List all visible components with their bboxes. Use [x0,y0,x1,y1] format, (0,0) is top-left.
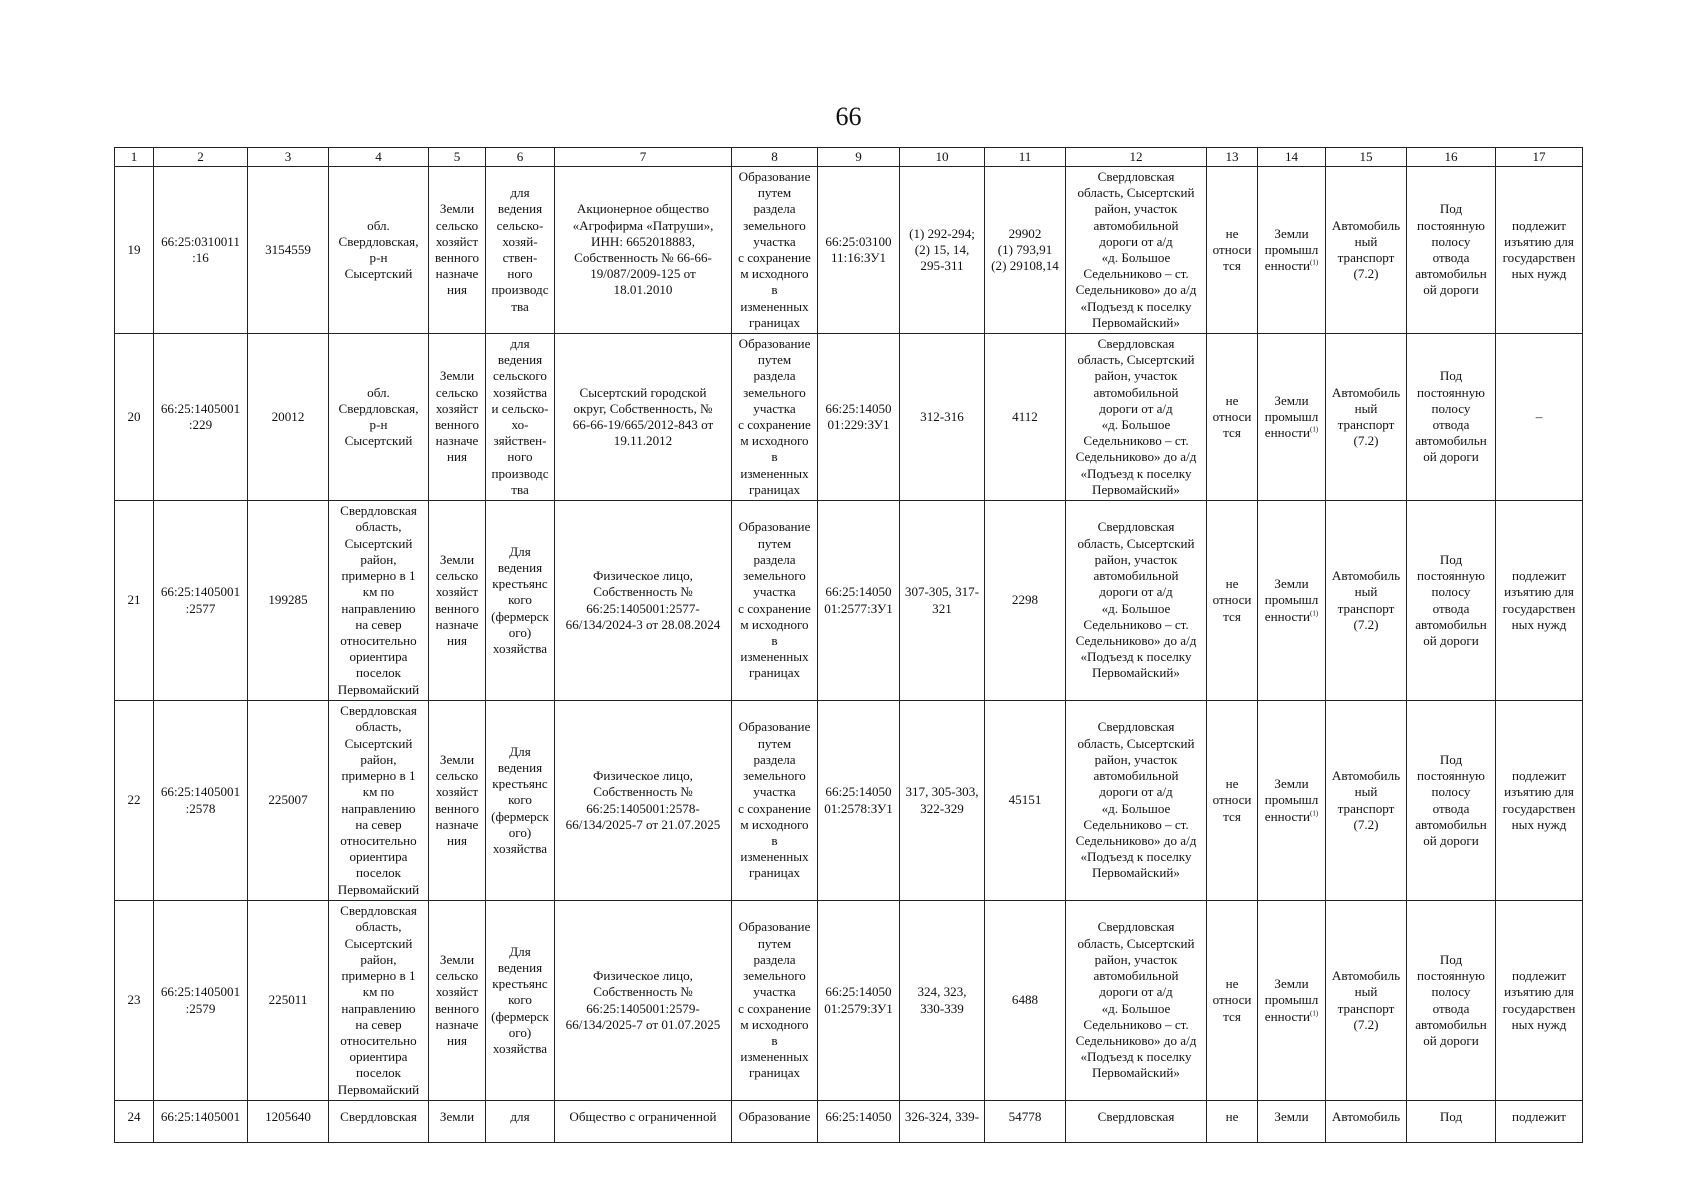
right-type-text: Под постоянную полосу отвода автомобильн ой дороги [1415,201,1487,298]
table-row [115,501,1583,701]
table-row [115,901,1583,1101]
column-number-header: 7 [555,148,732,167]
page-number: 66 [835,102,862,131]
location-cell [329,701,429,901]
new-area-text: 45151 [1008,792,1042,808]
relation-cell [1207,1101,1258,1143]
road-object-text: Свердловская область, Сысертский район, участок автомобильной дороги от а/д «д. Большое Седельниково – ст. Седельниково» до а/д «Подъезд к поселку Первомайский» [1075,919,1197,1081]
new-land-category-cell [1258,901,1326,1101]
row-number-cell [115,501,154,701]
note-text: подлежит изъятию для государствен ных нужд [1502,568,1576,632]
road-object-cell [1066,901,1207,1101]
permitted-use-text: для [510,1109,530,1124]
land-category-cell [429,1101,486,1143]
new-area-cell [985,1101,1066,1143]
boundary-points-text: 307-305, 317- 321 [904,584,980,616]
column-number-header: 13 [1207,148,1258,167]
cadastral-number-cell [154,1101,248,1143]
relation-text: не относи тся [1212,225,1252,274]
formation-method-text: Образование путем раздела земельного участка с сохранение м исходного в измененных границах [738,919,811,1081]
area-cell [248,167,329,334]
new-land-category-cell [1258,1101,1326,1143]
cadastral-number-cell [154,501,248,701]
row-number-text: 19 [127,241,141,257]
new-area-text: 2298 [1011,592,1039,608]
land-category-text: Земли [439,1109,475,1124]
cadastral-number-cell [154,901,248,1101]
new-land-category-text: Земли промышл енности [1264,392,1319,441]
road-object-text: Свердловская область, Сысертский район, участок автомобильной дороги от а/д «д. Большое Седельниково – ст. Седельниково» до а/д «Подъезд к поселку Первомайский» [1075,335,1197,497]
column-number-header: 11 [985,148,1066,167]
new-permitted-use-text: Автомобиль ный транспорт (7.2) [1331,968,1401,1032]
column-number-header: 14 [1258,148,1326,167]
road-object-text: Свердловская область, Сысертский район, участок автомобильной дороги от а/д «д. Большое Седельниково – ст. Седельниково» до а/д «Подъезд к поселку Первомайский» [1075,719,1197,881]
new-plot-id-text: 66:25:14050 01:2579:ЗУ1 [824,984,893,1016]
new-area-cell [985,901,1066,1101]
table-row [115,701,1583,901]
note-text: подлежит изъятию для государствен ных нужд [1502,217,1576,282]
right-type-text: Под постоянную полосу отвода автомобильн ой дороги [1415,551,1487,648]
location-cell [329,1101,429,1143]
permitted-use-cell [486,901,555,1101]
area-text: 1205640 [265,1109,311,1124]
new-plot-id-text: 66:25:14050 01:2577:ЗУ1 [824,584,893,616]
relation-text: не [1225,1109,1239,1124]
formation-method-cell [732,334,818,501]
boundary-points-cell [900,167,985,334]
permitted-use-text: для ведения сельско- хозяй- ствен- ного производс тва [491,185,549,314]
right-type-text: Под постоянную полосу отвода автомобильн ой дороги [1415,951,1487,1048]
row-number-text: 23 [127,992,141,1008]
note-text: подлежит изъятию для государствен ных нужд [1502,968,1576,1032]
note-cell [1496,701,1583,901]
new-land-category-cell [1258,334,1326,501]
new-land-category-text: Земли промышл енности [1264,776,1319,824]
right-type-text: Под постоянную полосу отвода автомобильн ой дороги [1415,368,1487,465]
note-cell [1496,334,1583,501]
area-text: 3154559 [265,241,311,257]
boundary-points-cell [900,901,985,1101]
boundary-points-cell [900,501,985,701]
owner-rights-text: Акционерное общество «Агрофирма «Патруши», ИНН: 6652018883, Собственность № 66-66- 19/087/2009-125 от 18.01.2010 [572,201,714,298]
new-permitted-use-text: Автомобиль ный транспорт (7.2) [1331,768,1401,832]
row-number-text: 24 [127,1109,141,1124]
note-text: подлежит изъятию для государствен ных нужд [1502,768,1576,832]
new-plot-id-cell [818,501,900,701]
land-category-text: Земли сельско хозяйст венного назначе ния [434,368,480,465]
new-plot-id-text: 66:25:14050 [825,1109,892,1124]
owner-rights-cell [555,334,732,501]
right-type-cell [1407,701,1496,901]
location-cell [329,901,429,1101]
new-permitted-use-text: Автомобиль [1331,1109,1401,1124]
note-cell [1496,167,1583,334]
table-row [115,167,1583,334]
cadastral-number-text: 66:25:1405001 :2578 [160,784,241,816]
new-land-category-cell [1258,501,1326,701]
formation-method-text: Образование путем раздела земельного участка с сохранение м исходного в измененных границах [738,519,811,681]
new-area-cell [985,501,1066,701]
boundary-points-cell [900,334,985,501]
new-plot-id-text: 66:25:14050 01:2578:ЗУ1 [824,784,893,816]
location-text: Свердловская [340,1109,417,1124]
new-plot-id-cell [818,334,900,501]
new-plot-id-cell [818,701,900,901]
new-plot-id-cell [818,167,900,334]
owner-rights-cell [555,167,732,334]
owner-rights-text: Сысертский городской округ, Собственность, № 66-66-19/665/2012-843 от 19.11.2012 [572,384,714,449]
column-number-header: 2 [154,148,248,167]
owner-rights-cell [555,701,732,901]
permitted-use-text: Для ведения крестьянс кого (фермерск ого) хозяйства [491,943,549,1056]
location-text: обл. Свердловская, р-н Сысертский [338,384,419,449]
location-text: обл. Свердловская, р-н Сысертский [338,217,419,282]
footnote-mark: (1) [1310,809,1319,818]
area-cell [248,701,329,901]
right-type-text: Под постоянную полосу отвода автомобильн ой дороги [1415,751,1487,848]
new-land-category-text: Земли промышл енности [1264,976,1319,1024]
new-plot-id-cell [818,1101,900,1143]
new-permitted-use-text: Автомобиль ный транспорт (7.2) [1331,217,1401,282]
formation-method-cell [732,501,818,701]
cadastral-number-text: 66:25:1405001 [160,1109,241,1124]
column-number-header: 9 [818,148,900,167]
new-permitted-use-cell [1326,167,1407,334]
land-category-text: Земли сельско хозяйст венного назначе ния [434,951,480,1048]
boundary-points-text: 312-316 [920,408,964,424]
new-area-cell [985,334,1066,501]
column-number-header: 5 [429,148,486,167]
relation-cell [1207,501,1258,701]
row-number-cell [115,1101,154,1143]
new-area-text: 4112 [1012,408,1038,424]
note-cell [1496,1101,1583,1143]
new-land-category-text: Земли [1274,1109,1309,1124]
right-type-cell [1407,334,1496,501]
relation-text: не относи тся [1212,392,1252,441]
right-type-cell [1407,167,1496,334]
column-number-header: 15 [1326,148,1407,167]
new-plot-id-text: 66:25:03100 11:16:ЗУ1 [825,233,892,265]
note-text: – [1535,408,1543,424]
right-type-cell [1407,901,1496,1101]
permitted-use-cell [486,501,555,701]
area-text: 225007 [268,792,308,808]
location-cell [329,167,429,334]
permitted-use-cell [486,1101,555,1143]
land-category-text: Земли сельско хозяйст венного назначе ния [434,201,480,298]
permitted-use-text: Для ведения крестьянс кого (фермерск ого) хозяйства [491,543,549,656]
row-number-cell [115,701,154,901]
owner-rights-text: Общество с ограниченной [569,1109,717,1124]
owner-rights-text: Физическое лицо, Собственность № 66:25:1405001:2577- 66/134/2024-3 от 28.08.2024 [565,568,721,632]
road-object-text: Свердловская область, Сысертский район, участок автомобильной дороги от а/д «д. Большое Седельниково – ст. Седельниково» до а/д «Подъезд к поселку Первомайский» [1075,168,1197,330]
new-permitted-use-cell [1326,901,1407,1101]
owner-rights-text: Физическое лицо, Собственность № 66:25:1405001:2578- 66/134/2025-7 от 21.07.2025 [565,768,721,832]
table-row [115,1101,1583,1143]
area-text: 199285 [268,592,308,608]
boundary-points-cell [900,1101,985,1143]
relation-cell [1207,167,1258,334]
road-object-cell [1066,1101,1207,1143]
column-number-header: 3 [248,148,329,167]
location-text: Свердловская область, Сысертский район, примерно в 1 км по направлению на север относительно ориентира поселок Первомайский [337,903,420,1097]
new-land-category-text: Земли промышл енности [1264,576,1319,624]
column-number-header-row [115,148,1583,167]
cadastral-number-cell [154,334,248,501]
new-permitted-use-text: Автомобиль ный транспорт (7.2) [1331,384,1401,449]
row-number-text: 22 [127,792,141,808]
column-number-header: 6 [486,148,555,167]
cadastral-number-cell [154,701,248,901]
boundary-points-text: 326-324, 339- [904,1109,980,1124]
formation-method-cell [732,167,818,334]
land-category-cell [429,701,486,901]
owner-rights-cell [555,501,732,701]
boundary-points-text: 324, 323, 330-339 [917,984,967,1016]
relation-cell [1207,701,1258,901]
owner-rights-cell [555,901,732,1101]
permitted-use-cell [486,334,555,501]
area-cell [248,1101,329,1143]
relation-text: не относи тся [1212,976,1252,1024]
footnote-mark: (1) [1310,258,1319,267]
formation-method-cell [732,701,818,901]
formation-method-cell [732,901,818,1101]
column-number-header: 16 [1407,148,1496,167]
road-object-cell [1066,701,1207,901]
relation-cell [1207,334,1258,501]
permitted-use-cell [486,701,555,901]
permitted-use-text: для ведения сельского хозяйства и сельско- хо- зяйствен- ного производс тва [491,335,549,497]
column-number-header: 17 [1496,148,1583,167]
note-cell [1496,501,1583,701]
new-permitted-use-cell [1326,334,1407,501]
row-number-cell [115,901,154,1101]
formation-method-text: Образование путем раздела земельного участка с сохранение м исходного в измененных границах [738,168,811,330]
new-area-text: 6488 [1011,992,1039,1008]
location-cell [329,334,429,501]
right-type-text: Под [1439,1109,1463,1124]
cadastral-number-text: 66:25:1405001 :229 [160,400,241,432]
row-number-text: 20 [127,408,141,424]
area-text: 20012 [271,408,305,424]
formation-method-text: Образование путем раздела земельного участка с сохранение м исходного в измененных границах [738,719,811,881]
new-area-cell [985,701,1066,901]
area-cell [248,501,329,701]
owner-rights-text: Физическое лицо, Собственность № 66:25:1405001:2579- 66/134/2025-7 от 01.07.2025 [565,968,721,1032]
new-land-category-text: Земли промышл енности [1264,225,1319,274]
cadastral-number-text: 66:25:1405001 :2577 [160,584,241,616]
formation-method-cell [732,1101,818,1143]
road-object-cell [1066,167,1207,334]
new-permitted-use-cell [1326,501,1407,701]
boundary-points-cell [900,701,985,901]
location-text: Свердловская область, Сысертский район, примерно в 1 км по направлению на север относительно ориентира поселок Первомайский [337,503,420,697]
new-permitted-use-cell [1326,701,1407,901]
new-area-cell [985,167,1066,334]
owner-rights-cell [555,1101,732,1143]
new-permitted-use-text: Автомобиль ный транспорт (7.2) [1331,568,1401,632]
land-plots-table [114,147,1583,1143]
land-category-cell [429,901,486,1101]
column-number-header: 4 [329,148,429,167]
new-permitted-use-cell [1326,1101,1407,1143]
new-area-text: 54778 [1008,1109,1042,1124]
permitted-use-text: Для ведения крестьянс кого (фермерск ого) хозяйства [491,743,549,856]
cadastral-number-text: 66:25:0310011 :16 [161,233,240,265]
new-area-text: 29902 (1) 793,91 (2) 29108,14 [991,225,1059,274]
note-text: подлежит [1512,1109,1566,1124]
location-text: Свердловская область, Сысертский район, примерно в 1 км по направлению на север относительно ориентира поселок Первомайский [337,703,420,897]
relation-text: не относи тся [1212,776,1252,824]
footnote-mark: (1) [1310,609,1319,618]
note-cell [1496,901,1583,1101]
formation-method-text: Образование путем раздела земельного участка с сохранение м исходного в измененных границах [738,335,811,497]
road-object-cell [1066,501,1207,701]
road-object-cell [1066,334,1207,501]
road-object-text: Свердловская область, Сысертский район, участок автомобильной дороги от а/д «д. Большое Седельниково – ст. Седельниково» до а/д «Подъезд к поселку Первомайский» [1075,519,1197,681]
right-type-cell [1407,1101,1496,1143]
footnote-mark: (1) [1310,425,1319,434]
permitted-use-cell [486,167,555,334]
relation-text: не относи тся [1212,576,1252,624]
row-number-cell [115,167,154,334]
column-number-header: 12 [1066,148,1207,167]
row-number-text: 21 [127,592,141,608]
cadastral-number-cell [154,167,248,334]
land-category-text: Земли сельско хозяйст венного назначе ния [434,551,480,648]
area-cell [248,334,329,501]
column-number-header: 10 [900,148,985,167]
footnote-mark: (1) [1310,1009,1319,1018]
new-plot-id-text: 66:25:14050 01:229:ЗУ1 [825,400,892,432]
area-text: 225011 [268,992,308,1008]
location-cell [329,501,429,701]
land-category-cell [429,501,486,701]
boundary-points-text: 317, 305-303, 322-329 [905,784,979,816]
right-type-cell [1407,501,1496,701]
land-category-text: Земли сельско хозяйст венного назначе ния [434,751,480,848]
formation-method-text: Образование [738,1109,811,1124]
new-land-category-cell [1258,167,1326,334]
land-category-cell [429,334,486,501]
new-land-category-cell [1258,701,1326,901]
new-plot-id-cell [818,901,900,1101]
row-number-cell [115,334,154,501]
table-row [115,334,1583,501]
column-number-header: 8 [732,148,818,167]
boundary-points-text: (1) 292-294; (2) 15, 14, 295-311 [909,225,975,274]
cadastral-number-text: 66:25:1405001 :2579 [160,984,241,1016]
column-number-header: 1 [115,148,154,167]
relation-cell [1207,901,1258,1101]
road-object-text: Свердловская [1097,1109,1175,1124]
land-category-cell [429,167,486,334]
area-cell [248,901,329,1101]
